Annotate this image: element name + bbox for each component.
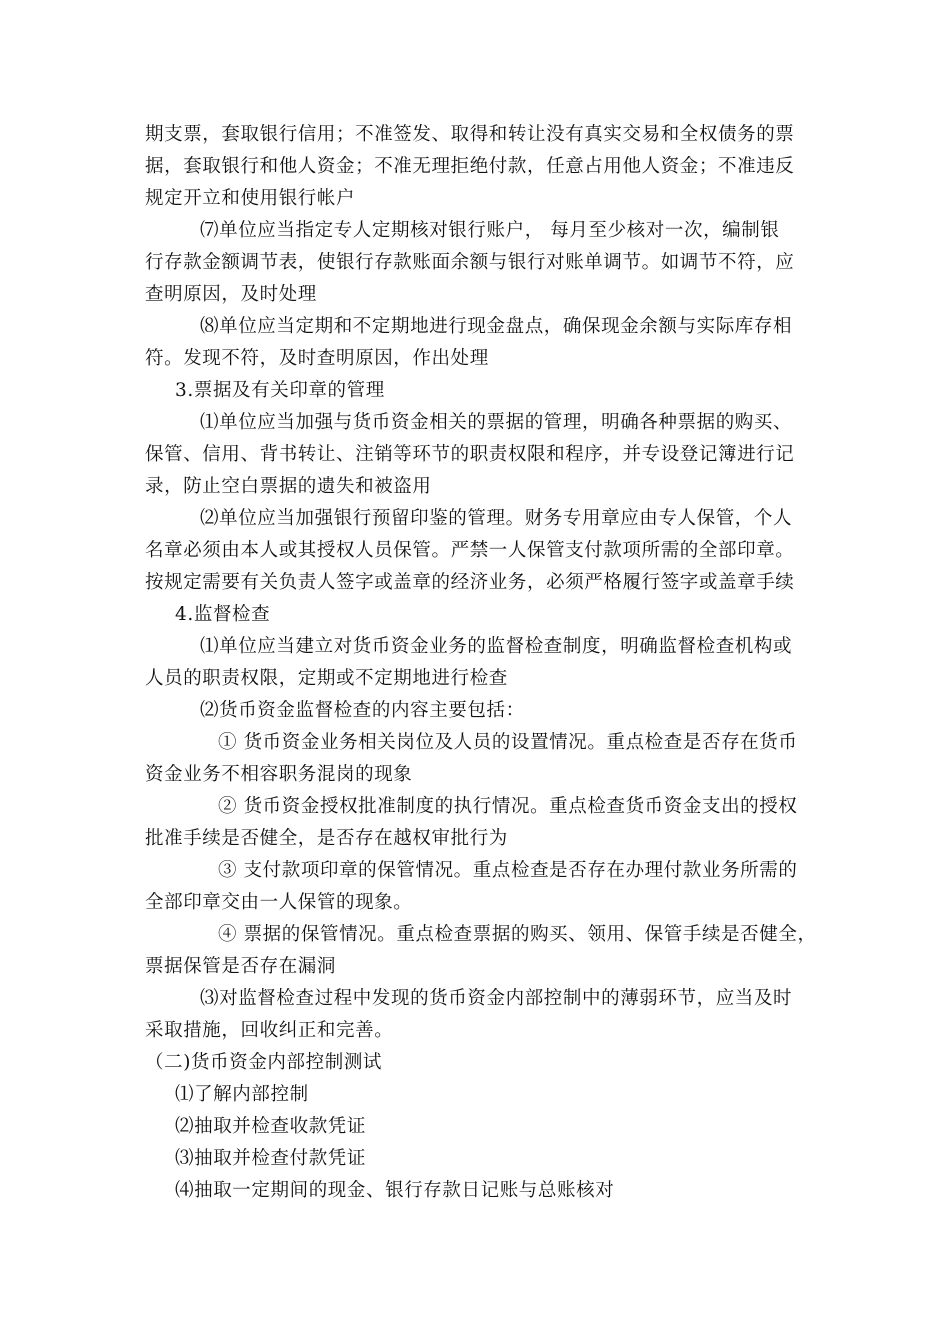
paragraph-line: ⑺单位应当指定专人定期核对银行账户， 每月至少核对一次，编制银 — [200, 220, 780, 241]
paragraph-line: 票据保管是否存在漏洞 — [145, 956, 337, 977]
section-heading: 3.票据及有关印章的管理 — [175, 380, 385, 401]
paragraph-line: ⑵货币资金监督检查的内容主要包括： — [200, 700, 525, 721]
paragraph-line: 规定开立和使用银行帐户 — [145, 188, 356, 209]
paragraph-line: 保管、信用、背书转让、注销等环节的职责权限和程序，并专设登记簿进行记 — [145, 444, 795, 465]
paragraph-line: 行存款金额调节表，使银行存款账面余额与银行对账单调节。如调节不符，应 — [145, 252, 795, 273]
paragraph-line: ⑵单位应当加强银行预留印鉴的管理。财务专用章应由专人保管，个人 — [200, 508, 793, 529]
list-item: ⑶抽取并检查付款凭证 — [175, 1148, 367, 1169]
paragraph-line: 名章必须由本人或其授权人员保管。严禁一人保管支付款项所需的全部印章。 — [145, 540, 795, 561]
paragraph-line: ⑶对监督检查过程中发现的货币资金内部控制中的薄弱环节，应当及时 — [200, 988, 793, 1009]
paragraph-line: 批准手续是否健全，是否存在越权审批行为 — [145, 828, 508, 849]
paragraph-line: ③ 支付款项印章的保管情况。重点检查是否存在办理付款业务所需的 — [218, 860, 798, 881]
paragraph-line: 录，防止空白票据的遗失和被盗用 — [145, 476, 432, 497]
paragraph-line: 采取措施，回收纠正和完善。 — [145, 1020, 394, 1041]
list-item: ⑴了解内部控制 — [175, 1084, 309, 1105]
paragraph-line: ⑴单位应当建立对货币资金业务的监督检查制度，明确监督检查机构或 — [200, 636, 793, 657]
paragraph-line: ⑻单位应当定期和不定期地进行现金盘点，确保现金余额与实际库存相 — [200, 316, 793, 337]
paragraph-line: 期支票，套取银行信用；不准签发、取得和转让没有真实交易和全权债务的票 — [145, 124, 795, 145]
paragraph-line: ④ 票据的保管情况。重点检查票据的购买、领用、保管手续是否健全， — [218, 924, 817, 945]
section-heading: （二)货币资金内部控制测试 — [145, 1052, 383, 1073]
paragraph-line: 按规定需要有关负责人签字或盖章的经济业务，必须严格履行签字或盖章手续 — [145, 572, 795, 593]
paragraph-line: 符。发现不符，及时查明原因，作出处理 — [145, 348, 489, 369]
paragraph-line: 全部印章交由一人保管的现象。 — [145, 892, 413, 913]
list-item: ⑵抽取并检查收款凭证 — [175, 1116, 367, 1137]
list-item: ⑷抽取一定期间的现金、银行存款日记账与总账核对 — [175, 1180, 615, 1201]
section-heading: 4.监督检查 — [175, 604, 271, 625]
paragraph-line: ② 货币资金授权批准制度的执行情况。重点检查货币资金支出的授权 — [218, 796, 798, 817]
paragraph-line: ① 货币资金业务相关岗位及人员的设置情况。重点检查是否存在货币 — [218, 732, 798, 753]
paragraph-line: 资金业务不相容职务混岗的现象 — [145, 764, 413, 785]
paragraph-line: 人员的职责权限，定期或不定期地进行检查 — [145, 668, 508, 689]
paragraph-line: 查明原因，及时处理 — [145, 284, 317, 305]
paragraph-line: ⑴单位应当加强与货币资金相关的票据的管理，明确各种票据的购买、 — [200, 412, 793, 433]
paragraph-line: 据，套取银行和他人资金；不准无理拒绝付款，任意占用他人资金；不准违反 — [145, 156, 795, 177]
